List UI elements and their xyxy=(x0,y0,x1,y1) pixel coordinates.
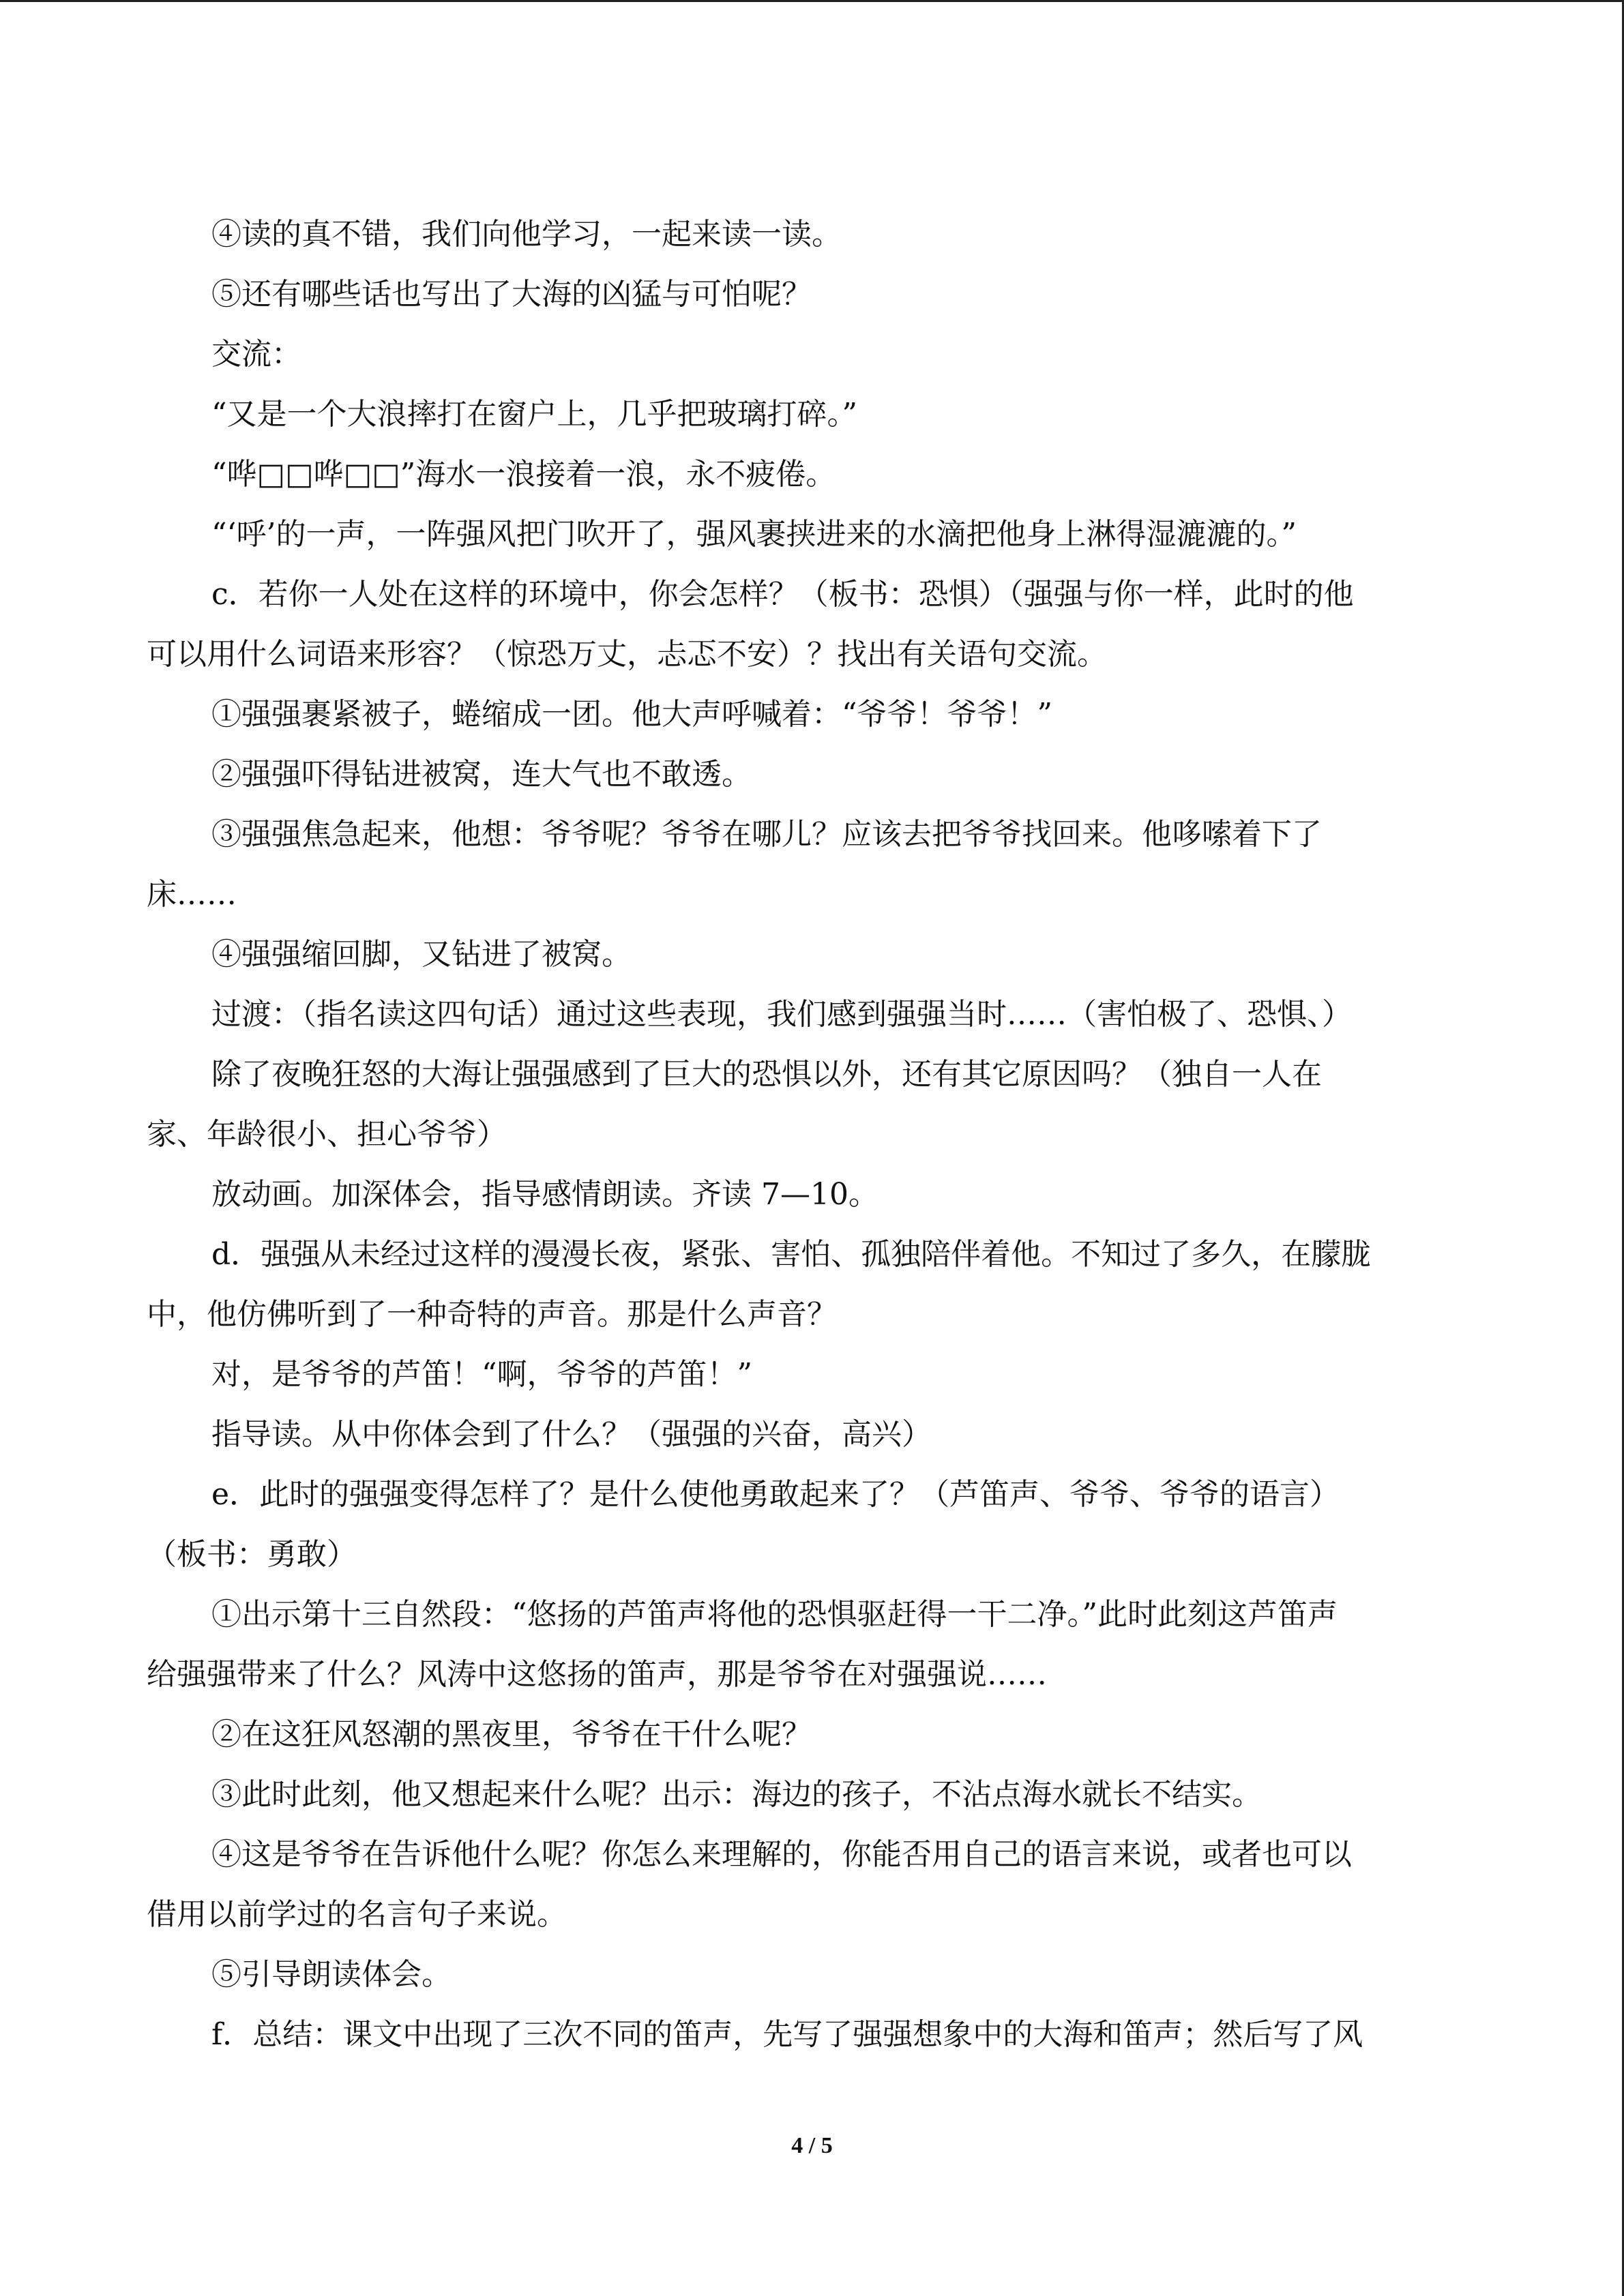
text-line: e．此时的强强变得怎样了？是什么使他勇敢起来了？（芦笛声、爷爷、爷爷的语言） xyxy=(211,1477,1340,1512)
page-border-top xyxy=(0,0,1624,2)
text-line: 家、年龄很小、担心爷爷） xyxy=(147,1117,507,1152)
text-line: f．总结：课文中出现了三次不同的笛声，先写了强强想象中的大海和笛声；然后写了风 xyxy=(211,2017,1363,2052)
text-line: 中，他仿佛听到了一种奇特的声音。那是什么声音？ xyxy=(147,1297,837,1332)
text-line: 对，是爷爷的芦笛！“啊，爷爷的芦笛！” xyxy=(211,1357,752,1392)
text-line: ③此时此刻，他又想起来什么呢？出示：海边的孩子，不沾点海水就长不结实。 xyxy=(211,1777,1262,1812)
text-line: 放动画。加深体会，指导感情朗读。齐读 7—10。 xyxy=(211,1177,879,1212)
text-line: ④读的真不错，我们向他学习，一起来读一读。 xyxy=(211,217,842,252)
text-line: 床…… xyxy=(147,877,237,912)
text-line: ②在这狂风怒潮的黑夜里，爷爷在干什么呢？ xyxy=(211,1717,812,1752)
text-line: ⑤引导朗读体会。 xyxy=(211,1957,452,1992)
text-line: ①强强裹紧被子，蜷缩成一团。他大声呼喊着：“爷爷！爷爷！” xyxy=(211,697,1052,732)
text-line: 可以用什么词语来形容？（惊恐万丈，忐忑不安）？找出有关语句交流。 xyxy=(147,637,1107,672)
text-line: “‘呼’的一声，一阵强风把门吹开了，强风裹挟进来的水滴把他身上淋得湿漉漉的。” xyxy=(211,517,1297,552)
text-line: c．若你一人处在这样的环境中，你会怎样？（板书：恐惧）（强强与你一样，此时的他 xyxy=(211,577,1354,612)
text-line: 过渡：（指名读这四句话）通过这些表现，我们感到强强当时……（害怕极了、恐惧、） xyxy=(211,997,1352,1032)
text-line: “哗□□哗□□”海水一浪接着一浪，永不疲倦。 xyxy=(211,457,836,492)
text-line: ⑤还有哪些话也写出了大海的凶猛与可怕呢？ xyxy=(211,277,812,312)
text-line: 除了夜晚狂怒的大海让强强感到了巨大的恐惧以外，还有其它原因吗？（独自一人在 xyxy=(211,1057,1322,1092)
page-number: 4 / 5 xyxy=(791,2133,833,2158)
document-body xyxy=(147,205,1477,2065)
text-line: 借用以前学过的名言句子来说。 xyxy=(147,1897,567,1932)
text-line: ④这是爷爷在告诉他什么呢？你怎么来理解的，你能否用自己的语言来说，或者也可以 xyxy=(211,1837,1352,1872)
text-line: （板书：勇敢） xyxy=(147,1537,357,1572)
text-line: ③强强焦急起来，他想：爷爷呢？爷爷在哪儿？应该去把爷爷找回来。他哆嗦着下了 xyxy=(211,817,1322,852)
text-line: 交流： xyxy=(211,337,301,372)
text-line: 给强强带来了什么？风涛中这悠扬的笛声，那是爷爷在对强强说…… xyxy=(147,1657,1047,1692)
text-line: 指导读。从中你体会到了什么？（强强的兴奋，高兴） xyxy=(211,1417,932,1452)
text-line: ②强强吓得钻进被窝，连大气也不敢透。 xyxy=(211,757,752,792)
text-line: ④强强缩回脚，又钻进了被窝。 xyxy=(211,937,632,972)
text-line: “又是一个大浪摔打在窗户上，几乎把玻璃打碎。” xyxy=(211,397,857,432)
text-line: ①出示第十三自然段：“悠扬的芦笛声将他的恐惧驱赶得一干二净。”此时此刻这芦笛声 xyxy=(211,1597,1338,1632)
text-line: d．强强从未经过这样的漫漫长夜，紧张、害怕、孤独陪伴着他。不知过了多久，在朦胧 xyxy=(211,1237,1372,1272)
